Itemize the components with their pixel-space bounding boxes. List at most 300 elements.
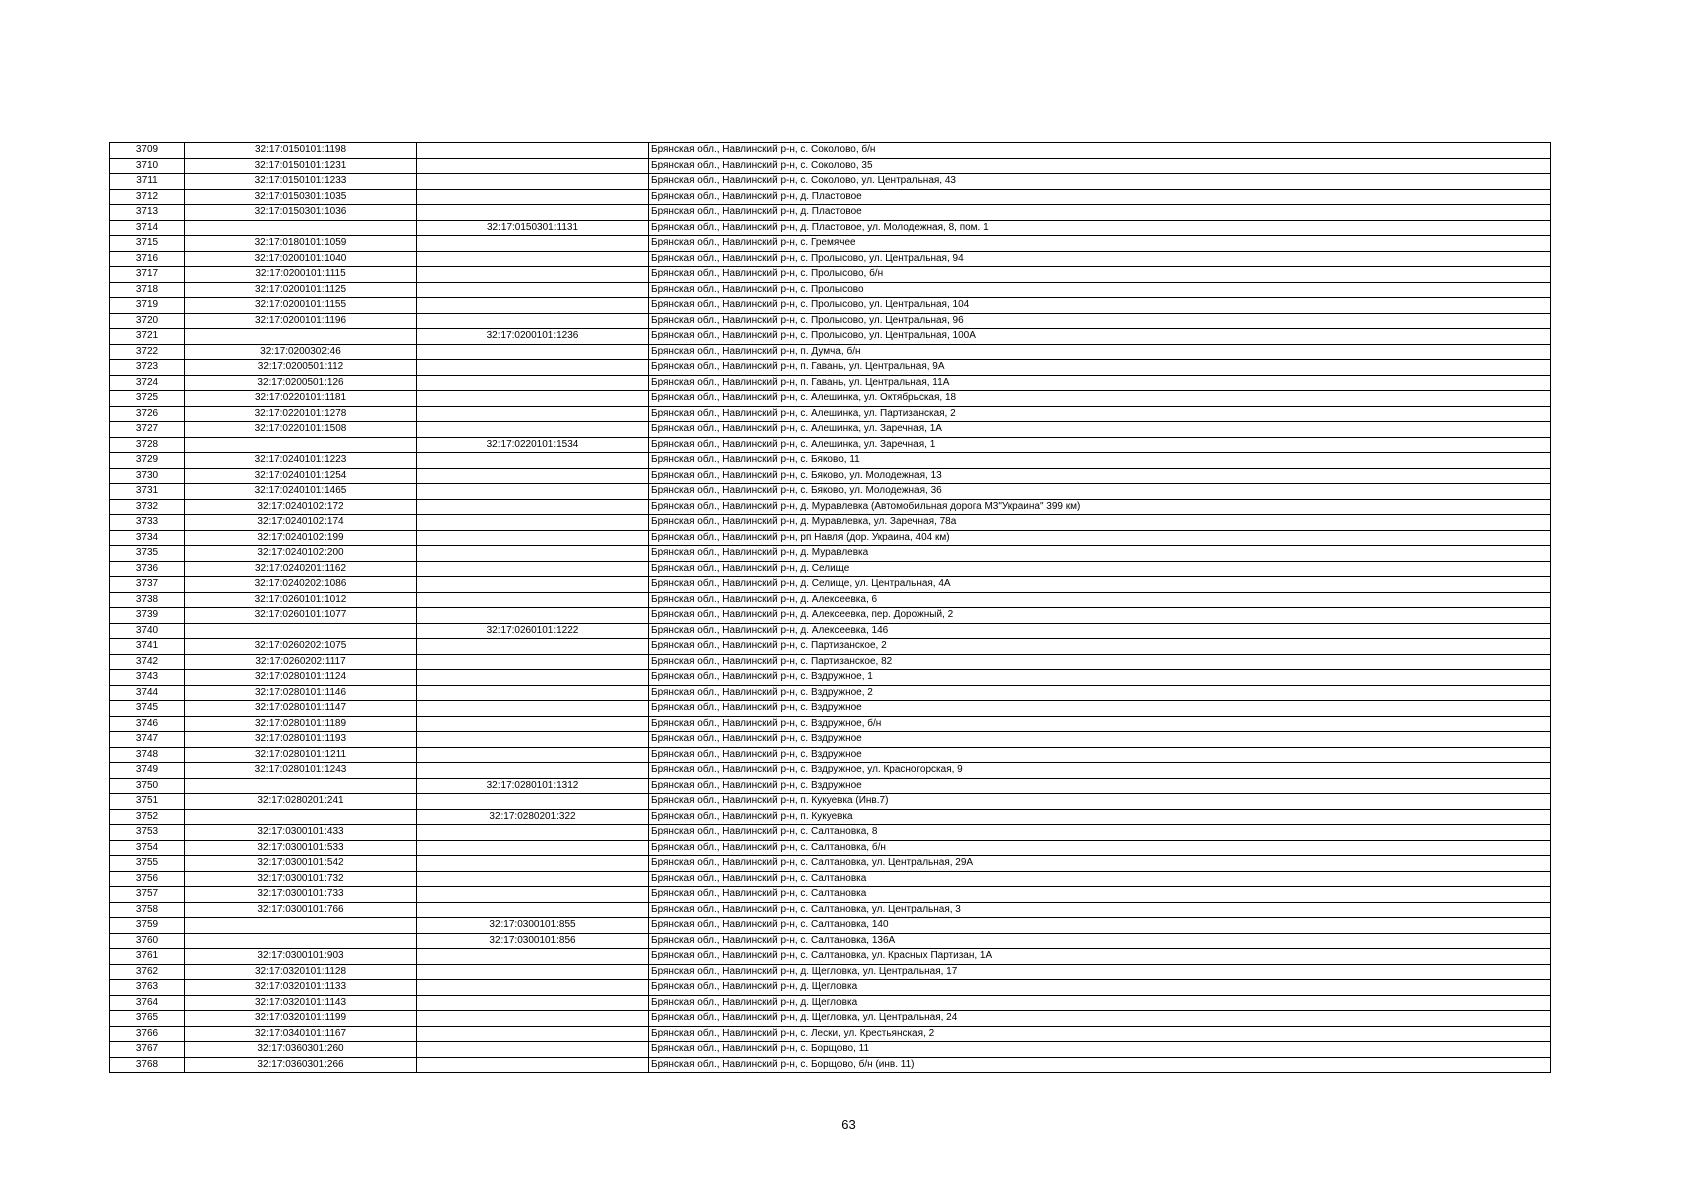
table-row [110, 592, 1551, 608]
cadastral-number-cell: 32:17:0200101:1115 [185, 267, 417, 283]
cadastral-number-cell: 32:17:0300101:766 [185, 902, 417, 918]
row-number-cell: 3723 [110, 360, 185, 376]
cadastral-number-cell: 32:17:0320101:1199 [185, 1011, 417, 1027]
table-row [110, 623, 1551, 639]
cadastral-number-cell: 32:17:0150301:1035 [185, 189, 417, 205]
row-number-cell: 3727 [110, 422, 185, 438]
cadastral-number-cell: 32:17:0300101:732 [185, 871, 417, 887]
parent-cadastral-number-cell [417, 499, 649, 515]
address-cell: Брянская обл., Навлинский р-н, с. Алешинка, ул. Партизанская, 2 [649, 406, 1551, 422]
cadastral-number-cell: 32:17:0280101:1211 [185, 747, 417, 763]
row-number-cell: 3736 [110, 561, 185, 577]
table-row [110, 329, 1551, 345]
cadastral-number-cell: 32:17:0240101:1223 [185, 453, 417, 469]
cadastral-number-cell: 32:17:0360301:266 [185, 1057, 417, 1073]
cadastral-number-cell: 32:17:0200501:126 [185, 375, 417, 391]
table-row [110, 949, 1551, 965]
address-cell: Брянская обл., Навлинский р-н, с. Вздружное, ул. Красногорская, 9 [649, 763, 1551, 779]
address-cell: Брянская обл., Навлинский р-н, п. Кукуевка [649, 809, 1551, 825]
table-row [110, 856, 1551, 872]
parent-cadastral-number-cell [417, 344, 649, 360]
parent-cadastral-number-cell [417, 732, 649, 748]
cadastral-number-cell: 32:17:0200101:1196 [185, 313, 417, 329]
parent-cadastral-number-cell [417, 143, 649, 159]
page-number: 63 [841, 1117, 856, 1132]
table-row [110, 1011, 1551, 1027]
cadastral-number-cell: 32:17:0240101:1254 [185, 468, 417, 484]
address-cell: Брянская обл., Навлинский р-н, с. Лески, ул. Крестьянская, 2 [649, 1026, 1551, 1042]
address-cell: Брянская обл., Навлинский р-н, с. Салтановка, ул. Центральная, 29А [649, 856, 1551, 872]
parent-cadastral-number-cell [417, 670, 649, 686]
parent-cadastral-number-cell [417, 205, 649, 221]
address-cell: Брянская обл., Навлинский р-н, д. Пластовое, ул. Молодежная, 8, пом. 1 [649, 220, 1551, 236]
cadastral-number-cell: 32:17:0220101:1181 [185, 391, 417, 407]
address-cell: Брянская обл., Навлинский р-н, с. Пролысово, б/н [649, 267, 1551, 283]
parent-cadastral-number-cell: 32:17:0260101:1222 [417, 623, 649, 639]
parent-cadastral-number-cell [417, 406, 649, 422]
cadastral-number-cell: 32:17:0260202:1075 [185, 639, 417, 655]
row-number-cell: 3747 [110, 732, 185, 748]
parent-cadastral-number-cell [417, 282, 649, 298]
table-row [110, 670, 1551, 686]
table-row [110, 298, 1551, 314]
address-cell: Брянская обл., Навлинский р-н, с. Борщово, б/н (инв. 11) [649, 1057, 1551, 1073]
parent-cadastral-number-cell [417, 484, 649, 500]
table-row [110, 422, 1551, 438]
table-row [110, 1042, 1551, 1058]
cadastral-number-cell [185, 918, 417, 934]
row-number-cell: 3729 [110, 453, 185, 469]
row-number-cell: 3737 [110, 577, 185, 593]
parent-cadastral-number-cell [417, 840, 649, 856]
table-row [110, 251, 1551, 267]
table-row [110, 995, 1551, 1011]
parent-cadastral-number-cell [417, 592, 649, 608]
cadastral-number-cell: 32:17:0200101:1125 [185, 282, 417, 298]
cadastral-number-cell: 32:17:0240102:200 [185, 546, 417, 562]
table-row [110, 515, 1551, 531]
table-row [110, 1026, 1551, 1042]
row-number-cell: 3720 [110, 313, 185, 329]
table-row [110, 809, 1551, 825]
table-row [110, 189, 1551, 205]
row-number-cell: 3715 [110, 236, 185, 252]
row-number-cell: 3710 [110, 158, 185, 174]
parent-cadastral-number-cell [417, 995, 649, 1011]
row-number-cell: 3768 [110, 1057, 185, 1073]
table-row [110, 174, 1551, 190]
row-number-cell: 3762 [110, 964, 185, 980]
address-cell: Брянская обл., Навлинский р-н, с. Алешинка, ул. Заречная, 1А [649, 422, 1551, 438]
parent-cadastral-number-cell [417, 685, 649, 701]
address-cell: Брянская обл., Навлинский р-н, с. Гремячее [649, 236, 1551, 252]
parent-cadastral-number-cell [417, 825, 649, 841]
row-number-cell: 3760 [110, 933, 185, 949]
parent-cadastral-number-cell [417, 608, 649, 624]
address-cell: Брянская обл., Навлинский р-н, д. Алексеевка, 146 [649, 623, 1551, 639]
parent-cadastral-number-cell [417, 639, 649, 655]
address-cell: Брянская обл., Навлинский р-н, с. Салтановка, 8 [649, 825, 1551, 841]
row-number-cell: 3717 [110, 267, 185, 283]
cadastral-number-cell: 32:17:0150301:1036 [185, 205, 417, 221]
cadastral-number-cell [185, 778, 417, 794]
parent-cadastral-number-cell [417, 701, 649, 717]
address-cell: Брянская обл., Навлинский р-н, рп Навля (дор. Украина, 404 км) [649, 530, 1551, 546]
row-number-cell: 3725 [110, 391, 185, 407]
address-cell: Брянская обл., Навлинский р-н, д. Селище, ул. Центральная, 4А [649, 577, 1551, 593]
cadastral-number-cell: 32:17:0300101:733 [185, 887, 417, 903]
row-number-cell: 3726 [110, 406, 185, 422]
parent-cadastral-number-cell [417, 577, 649, 593]
table-row [110, 499, 1551, 515]
parent-cadastral-number-cell: 32:17:0300101:856 [417, 933, 649, 949]
address-cell: Брянская обл., Навлинский р-н, с. Салтановка [649, 871, 1551, 887]
cadastral-number-cell: 32:17:0340101:1167 [185, 1026, 417, 1042]
row-number-cell: 3755 [110, 856, 185, 872]
cadastral-number-cell: 32:17:0200501:112 [185, 360, 417, 376]
cadastral-number-cell: 32:17:0240102:172 [185, 499, 417, 515]
row-number-cell: 3724 [110, 375, 185, 391]
cadastral-number-cell: 32:17:0200101:1040 [185, 251, 417, 267]
row-number-cell: 3733 [110, 515, 185, 531]
row-number-cell: 3739 [110, 608, 185, 624]
parent-cadastral-number-cell: 32:17:0150301:1131 [417, 220, 649, 236]
cadastral-number-cell: 32:17:0300101:433 [185, 825, 417, 841]
address-cell: Брянская обл., Навлинский р-н, с. Партизанское, 2 [649, 639, 1551, 655]
parent-cadastral-number-cell [417, 515, 649, 531]
row-number-cell: 3721 [110, 329, 185, 345]
row-number-cell: 3750 [110, 778, 185, 794]
address-cell: Брянская обл., Навлинский р-н, с. Салтановка, 136А [649, 933, 1551, 949]
cadastral-number-cell: 32:17:0300101:533 [185, 840, 417, 856]
row-number-cell: 3767 [110, 1042, 185, 1058]
parent-cadastral-number-cell [417, 964, 649, 980]
table-row [110, 747, 1551, 763]
row-number-cell: 3735 [110, 546, 185, 562]
address-cell: Брянская обл., Навлинский р-н, с. Пролысово, ул. Центральная, 96 [649, 313, 1551, 329]
parent-cadastral-number-cell [417, 716, 649, 732]
registry-table-body [110, 143, 1551, 1073]
address-cell: Брянская обл., Навлинский р-н, с. Бяково, 11 [649, 453, 1551, 469]
table-row [110, 933, 1551, 949]
cadastral-number-cell: 32:17:0200101:1155 [185, 298, 417, 314]
row-number-cell: 3744 [110, 685, 185, 701]
cadastral-number-cell: 32:17:0280101:1193 [185, 732, 417, 748]
parent-cadastral-number-cell [417, 856, 649, 872]
parent-cadastral-number-cell [417, 1011, 649, 1027]
cadastral-number-cell: 32:17:0150101:1231 [185, 158, 417, 174]
table-row [110, 313, 1551, 329]
row-number-cell: 3714 [110, 220, 185, 236]
address-cell: Брянская обл., Навлинский р-н, с. Вздружное, 2 [649, 685, 1551, 701]
parent-cadastral-number-cell [417, 902, 649, 918]
table-row [110, 282, 1551, 298]
parent-cadastral-number-cell [417, 360, 649, 376]
row-number-cell: 3728 [110, 437, 185, 453]
table-row [110, 887, 1551, 903]
cadastral-number-cell: 32:17:0260202:1117 [185, 654, 417, 670]
parent-cadastral-number-cell [417, 267, 649, 283]
table-row [110, 964, 1551, 980]
address-cell: Брянская обл., Навлинский р-н, с. Бяково, ул. Молодежная, 13 [649, 468, 1551, 484]
table-row [110, 577, 1551, 593]
row-number-cell: 3758 [110, 902, 185, 918]
cadastral-number-cell: 32:17:0220101:1508 [185, 422, 417, 438]
parent-cadastral-number-cell [417, 1026, 649, 1042]
cadastral-number-cell: 32:17:0320101:1133 [185, 980, 417, 996]
table-row [110, 980, 1551, 996]
cadastral-number-cell: 32:17:0240102:199 [185, 530, 417, 546]
address-cell: Брянская обл., Навлинский р-н, с. Вздружное [649, 732, 1551, 748]
cadastral-number-cell: 32:17:0320101:1143 [185, 995, 417, 1011]
address-cell: Брянская обл., Навлинский р-н, д. Щегловка [649, 980, 1551, 996]
address-cell: Брянская обл., Навлинский р-н, д. Муравлевка, ул. Заречная, 78а [649, 515, 1551, 531]
address-cell: Брянская обл., Навлинский р-н, с. Салтановка, ул. Центральная, 3 [649, 902, 1551, 918]
parent-cadastral-number-cell [417, 236, 649, 252]
parent-cadastral-number-cell: 32:17:0300101:855 [417, 918, 649, 934]
cadastral-number-cell: 32:17:0180101:1059 [185, 236, 417, 252]
cadastral-number-cell: 32:17:0280101:1147 [185, 701, 417, 717]
parent-cadastral-number-cell [417, 654, 649, 670]
parent-cadastral-number-cell: 32:17:0220101:1534 [417, 437, 649, 453]
table-row [110, 391, 1551, 407]
table-row [110, 530, 1551, 546]
cadastral-number-cell: 32:17:0240102:174 [185, 515, 417, 531]
address-cell: Брянская обл., Навлинский р-н, с. Пролысово, ул. Центральная, 94 [649, 251, 1551, 267]
parent-cadastral-number-cell [417, 298, 649, 314]
table-row [110, 685, 1551, 701]
cadastral-number-cell [185, 809, 417, 825]
address-cell: Брянская обл., Навлинский р-н, с. Вздружное [649, 747, 1551, 763]
address-cell: Брянская обл., Навлинский р-н, с. Салтановка, 140 [649, 918, 1551, 934]
parent-cadastral-number-cell [417, 189, 649, 205]
address-cell: Брянская обл., Навлинский р-н, с. Вздружное, б/н [649, 716, 1551, 732]
table-row [110, 484, 1551, 500]
table-row [110, 220, 1551, 236]
cadastral-number-cell [185, 437, 417, 453]
row-number-cell: 3716 [110, 251, 185, 267]
cadastral-number-cell: 32:17:0150101:1198 [185, 143, 417, 159]
row-number-cell: 3753 [110, 825, 185, 841]
address-cell: Брянская обл., Навлинский р-н, с. Пролысово [649, 282, 1551, 298]
row-number-cell: 3745 [110, 701, 185, 717]
parent-cadastral-number-cell [417, 468, 649, 484]
cadastral-number-cell: 32:17:0240201:1162 [185, 561, 417, 577]
parent-cadastral-number-cell [417, 1057, 649, 1073]
address-cell: Брянская обл., Навлинский р-н, д. Селище [649, 561, 1551, 577]
table-row [110, 763, 1551, 779]
cadastral-number-cell: 32:17:0260101:1077 [185, 608, 417, 624]
cadastral-number-cell [185, 933, 417, 949]
cadastral-number-cell: 32:17:0200302:46 [185, 344, 417, 360]
address-cell: Брянская обл., Навлинский р-н, с. Салтановка, б/н [649, 840, 1551, 856]
table-row [110, 732, 1551, 748]
cadastral-number-cell: 32:17:0280101:1243 [185, 763, 417, 779]
address-cell: Брянская обл., Навлинский р-н, п. Кукуевка (Инв.7) [649, 794, 1551, 810]
parent-cadastral-number-cell [417, 453, 649, 469]
parent-cadastral-number-cell [417, 887, 649, 903]
table-row [110, 375, 1551, 391]
parent-cadastral-number-cell: 32:17:0200101:1236 [417, 329, 649, 345]
table-row [110, 701, 1551, 717]
cadastral-number-cell: 32:17:0300101:542 [185, 856, 417, 872]
address-cell: Брянская обл., Навлинский р-н, д. Муравлевка (Автомобильная дорога М3"Украина" 399 км) [649, 499, 1551, 515]
parent-cadastral-number-cell [417, 375, 649, 391]
row-number-cell: 3754 [110, 840, 185, 856]
row-number-cell: 3742 [110, 654, 185, 670]
address-cell: Брянская обл., Навлинский р-н, с. Салтановка [649, 887, 1551, 903]
cadastral-number-cell: 32:17:0320101:1128 [185, 964, 417, 980]
address-cell: Брянская обл., Навлинский р-н, с. Вздружное [649, 778, 1551, 794]
row-number-cell: 3766 [110, 1026, 185, 1042]
parent-cadastral-number-cell [417, 422, 649, 438]
address-cell: Брянская обл., Навлинский р-н, с. Соколово, ул. Центральная, 43 [649, 174, 1551, 190]
table-row [110, 639, 1551, 655]
address-cell: Брянская обл., Навлинский р-н, с. Борщово, 11 [649, 1042, 1551, 1058]
parent-cadastral-number-cell: 32:17:0280101:1312 [417, 778, 649, 794]
parent-cadastral-number-cell [417, 174, 649, 190]
table-row [110, 654, 1551, 670]
parent-cadastral-number-cell [417, 313, 649, 329]
table-row [110, 437, 1551, 453]
row-number-cell: 3757 [110, 887, 185, 903]
table-row [110, 794, 1551, 810]
table-row [110, 840, 1551, 856]
cadastral-number-cell: 32:17:0150101:1233 [185, 174, 417, 190]
parent-cadastral-number-cell [417, 251, 649, 267]
address-cell: Брянская обл., Навлинский р-н, п. Думча, б/н [649, 344, 1551, 360]
row-number-cell: 3764 [110, 995, 185, 1011]
address-cell: Брянская обл., Навлинский р-н, с. Вздружное [649, 701, 1551, 717]
table-row [110, 344, 1551, 360]
row-number-cell: 3730 [110, 468, 185, 484]
row-number-cell: 3712 [110, 189, 185, 205]
address-cell: Брянская обл., Навлинский р-н, д. Алексеевка, пер. Дорожный, 2 [649, 608, 1551, 624]
row-number-cell: 3722 [110, 344, 185, 360]
row-number-cell: 3732 [110, 499, 185, 515]
table-row [110, 871, 1551, 887]
cadastral-number-cell [185, 623, 417, 639]
row-number-cell: 3741 [110, 639, 185, 655]
address-cell: Брянская обл., Навлинский р-н, д. Щегловка [649, 995, 1551, 1011]
parent-cadastral-number-cell [417, 747, 649, 763]
address-cell: Брянская обл., Навлинский р-н, с. Вздружное, 1 [649, 670, 1551, 686]
parent-cadastral-number-cell [417, 530, 649, 546]
address-cell: Брянская обл., Навлинский р-н, д. Щегловка, ул. Центральная, 24 [649, 1011, 1551, 1027]
table-row [110, 918, 1551, 934]
table-row [110, 902, 1551, 918]
table-row [110, 778, 1551, 794]
cadastral-number-cell: 32:17:0280101:1124 [185, 670, 417, 686]
cadastral-number-cell: 32:17:0260101:1012 [185, 592, 417, 608]
table-row [110, 716, 1551, 732]
table-row [110, 205, 1551, 221]
table-row [110, 825, 1551, 841]
row-number-cell: 3734 [110, 530, 185, 546]
row-number-cell: 3756 [110, 871, 185, 887]
table-row [110, 360, 1551, 376]
address-cell: Брянская обл., Навлинский р-н, с. Салтановка, ул. Красных Партизан, 1А [649, 949, 1551, 965]
cadastral-number-cell: 32:17:0240202:1086 [185, 577, 417, 593]
address-cell: Брянская обл., Навлинский р-н, с. Соколово, 35 [649, 158, 1551, 174]
table-row [110, 546, 1551, 562]
table-row [110, 158, 1551, 174]
parent-cadastral-number-cell: 32:17:0280201:322 [417, 809, 649, 825]
table-row [110, 608, 1551, 624]
address-cell: Брянская обл., Навлинский р-н, с. Алешинка, ул. Октябрьская, 18 [649, 391, 1551, 407]
cadastral-number-cell: 32:17:0300101:903 [185, 949, 417, 965]
parent-cadastral-number-cell [417, 763, 649, 779]
cadastral-number-cell: 32:17:0360301:260 [185, 1042, 417, 1058]
cadastral-number-cell: 32:17:0280101:1146 [185, 685, 417, 701]
address-cell: Брянская обл., Навлинский р-н, д. Пластовое [649, 189, 1551, 205]
address-cell: Брянская обл., Навлинский р-н, с. Алешинка, ул. Заречная, 1 [649, 437, 1551, 453]
cadastral-number-cell: 32:17:0240101:1465 [185, 484, 417, 500]
address-cell: Брянская обл., Навлинский р-н, п. Гавань, ул. Центральная, 11А [649, 375, 1551, 391]
row-number-cell: 3752 [110, 809, 185, 825]
row-number-cell: 3719 [110, 298, 185, 314]
table-row [110, 561, 1551, 577]
table-row [110, 236, 1551, 252]
row-number-cell: 3731 [110, 484, 185, 500]
parent-cadastral-number-cell [417, 980, 649, 996]
cadastral-number-cell: 32:17:0280201:241 [185, 794, 417, 810]
row-number-cell: 3749 [110, 763, 185, 779]
cadastral-number-cell: 32:17:0280101:1189 [185, 716, 417, 732]
row-number-cell: 3761 [110, 949, 185, 965]
parent-cadastral-number-cell [417, 871, 649, 887]
table-row [110, 468, 1551, 484]
parent-cadastral-number-cell [417, 391, 649, 407]
parent-cadastral-number-cell [417, 561, 649, 577]
parent-cadastral-number-cell [417, 1042, 649, 1058]
row-number-cell: 3709 [110, 143, 185, 159]
row-number-cell: 3765 [110, 1011, 185, 1027]
cadastral-number-cell [185, 220, 417, 236]
address-cell: Брянская обл., Навлинский р-н, п. Гавань, ул. Центральная, 9А [649, 360, 1551, 376]
parent-cadastral-number-cell [417, 949, 649, 965]
cadastral-number-cell: 32:17:0220101:1278 [185, 406, 417, 422]
address-cell: Брянская обл., Навлинский р-н, с. Пролысово, ул. Центральная, 104 [649, 298, 1551, 314]
row-number-cell: 3718 [110, 282, 185, 298]
row-number-cell: 3746 [110, 716, 185, 732]
parent-cadastral-number-cell [417, 158, 649, 174]
row-number-cell: 3711 [110, 174, 185, 190]
row-number-cell: 3738 [110, 592, 185, 608]
table-row [110, 453, 1551, 469]
row-number-cell: 3743 [110, 670, 185, 686]
row-number-cell: 3748 [110, 747, 185, 763]
address-cell: Брянская обл., Навлинский р-н, с. Бяково, ул. Молодежная, 36 [649, 484, 1551, 500]
table-row [110, 143, 1551, 159]
property-registry-table [109, 142, 1551, 1073]
table-row [110, 267, 1551, 283]
address-cell: Брянская обл., Навлинский р-н, д. Пластовое [649, 205, 1551, 221]
row-number-cell: 3713 [110, 205, 185, 221]
cadastral-number-cell [185, 329, 417, 345]
table-row [110, 1057, 1551, 1073]
row-number-cell: 3759 [110, 918, 185, 934]
address-cell: Брянская обл., Навлинский р-н, с. Партизанское, 82 [649, 654, 1551, 670]
address-cell: Брянская обл., Навлинский р-н, д. Алексеевка, 6 [649, 592, 1551, 608]
table-row [110, 406, 1551, 422]
address-cell: Брянская обл., Навлинский р-н, с. Соколово, б/н [649, 143, 1551, 159]
address-cell: Брянская обл., Навлинский р-н, с. Пролысово, ул. Центральная, 100А [649, 329, 1551, 345]
address-cell: Брянская обл., Навлинский р-н, д. Муравлевка [649, 546, 1551, 562]
row-number-cell: 3751 [110, 794, 185, 810]
row-number-cell: 3740 [110, 623, 185, 639]
address-cell: Брянская обл., Навлинский р-н, д. Щегловка, ул. Центральная, 17 [649, 964, 1551, 980]
